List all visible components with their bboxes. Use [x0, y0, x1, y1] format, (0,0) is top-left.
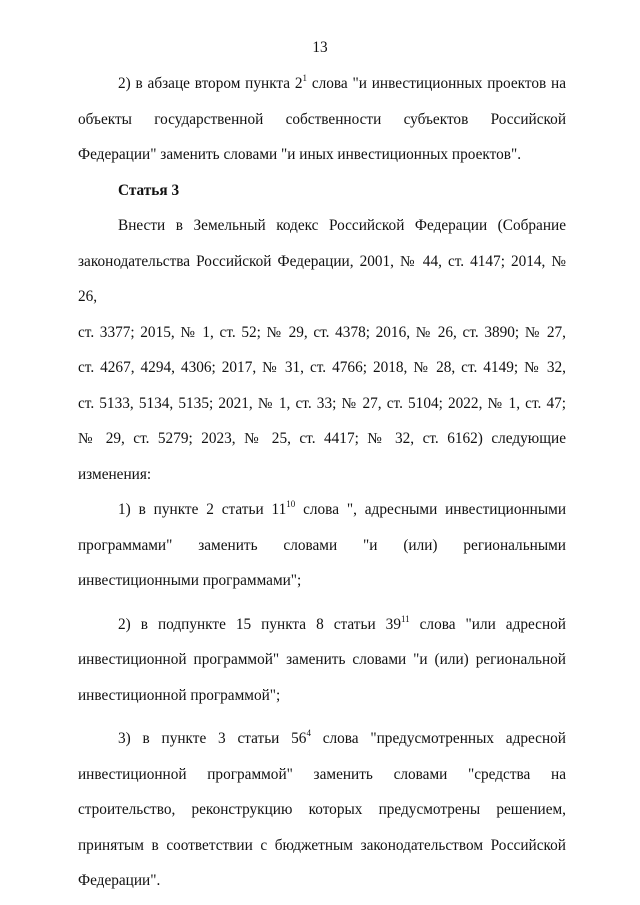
amendment1-line2: программами" заменить словами "и (или) региональными [78, 536, 566, 554]
amendment3-text-b: слова "предусмотренных адресной [310, 730, 566, 747]
amendment1-line3: инвестиционными программами"; [78, 572, 302, 589]
amendment3-text-a: 3) в пункте 3 статьи 56 [118, 730, 307, 747]
superscript: 10 [286, 499, 296, 509]
amendment1-text-b: слова ", адресными инвестиционными [295, 501, 566, 518]
document-body [78, 66, 566, 899]
item2-line1 [78, 66, 566, 102]
amendment3-line3: строительство, реконструкцию которых предусмотрены решением, [78, 801, 566, 818]
amendment3-line5: Федерации". [78, 872, 161, 889]
article-heading: Статья 3 [118, 181, 180, 199]
superscript: 11 [400, 613, 410, 624]
amendment3-line4: принятым в соответствии с бюджетным законодательством Российской [78, 836, 566, 854]
amendment2-text-b: слова "или адресной [409, 615, 566, 633]
intro-line: законодательства Российской Федерации, 2001, № 44, ст. 4147; 2014, № 26, [78, 252, 566, 305]
amendment2-line1 [78, 607, 566, 643]
item2-text-b: слова "и инвестиционных проектов на [307, 75, 567, 92]
intro-line: ст. 4267, 4294, 4306; 2017, № 31, ст. 4766; 2018, № 28, ст. 4149; № 32, [78, 359, 566, 376]
amendment2-line3: инвестиционной программой"; [78, 686, 281, 704]
superscript: 4 [306, 728, 311, 738]
item2-line3: Федерации" заменить словами "и иных инвестиционных проектов". [78, 146, 522, 163]
item2-line2: объекты государственной собственности субъектов Российской [78, 110, 566, 128]
amendment1-text-a: 1) в пункте 2 статьи 11 [118, 501, 287, 518]
amendment3-line1 [78, 721, 566, 757]
intro-line: ст. 5133, 5134, 5135; 2021, № 1, ст. 33; № 27, ст. 5104; 2022, № 1, ст. 47; [78, 394, 566, 412]
item2-text-a: 2) в абзаце втором пункта 2 [118, 75, 303, 92]
page-number: 13 [312, 39, 328, 56]
amendment2-line2: инвестиционной программой" заменить словами "и (или) региональной [78, 651, 566, 668]
amendment1-line1 [78, 492, 566, 528]
superscript: 1 [302, 73, 308, 83]
intro-line: ст. 3377; 2015, № 1, ст. 52; № 29, ст. 4378; 2016, № 26, ст. 3890; № 27, [78, 323, 566, 341]
intro-line: Внести в Земельный кодекс Российской Федерации (Собрание [118, 217, 566, 234]
intro-line: № 29, ст. 5279; 2023, № 25, ст. 4417; № 32, ст. 6162) следующие изменения: [78, 430, 566, 483]
amendment3-line2: инвестиционной программой" заменить словами "средства на [78, 765, 566, 783]
amendment2-text-a: 2) в подпункте 15 пункта 8 статьи 39 [118, 615, 401, 633]
